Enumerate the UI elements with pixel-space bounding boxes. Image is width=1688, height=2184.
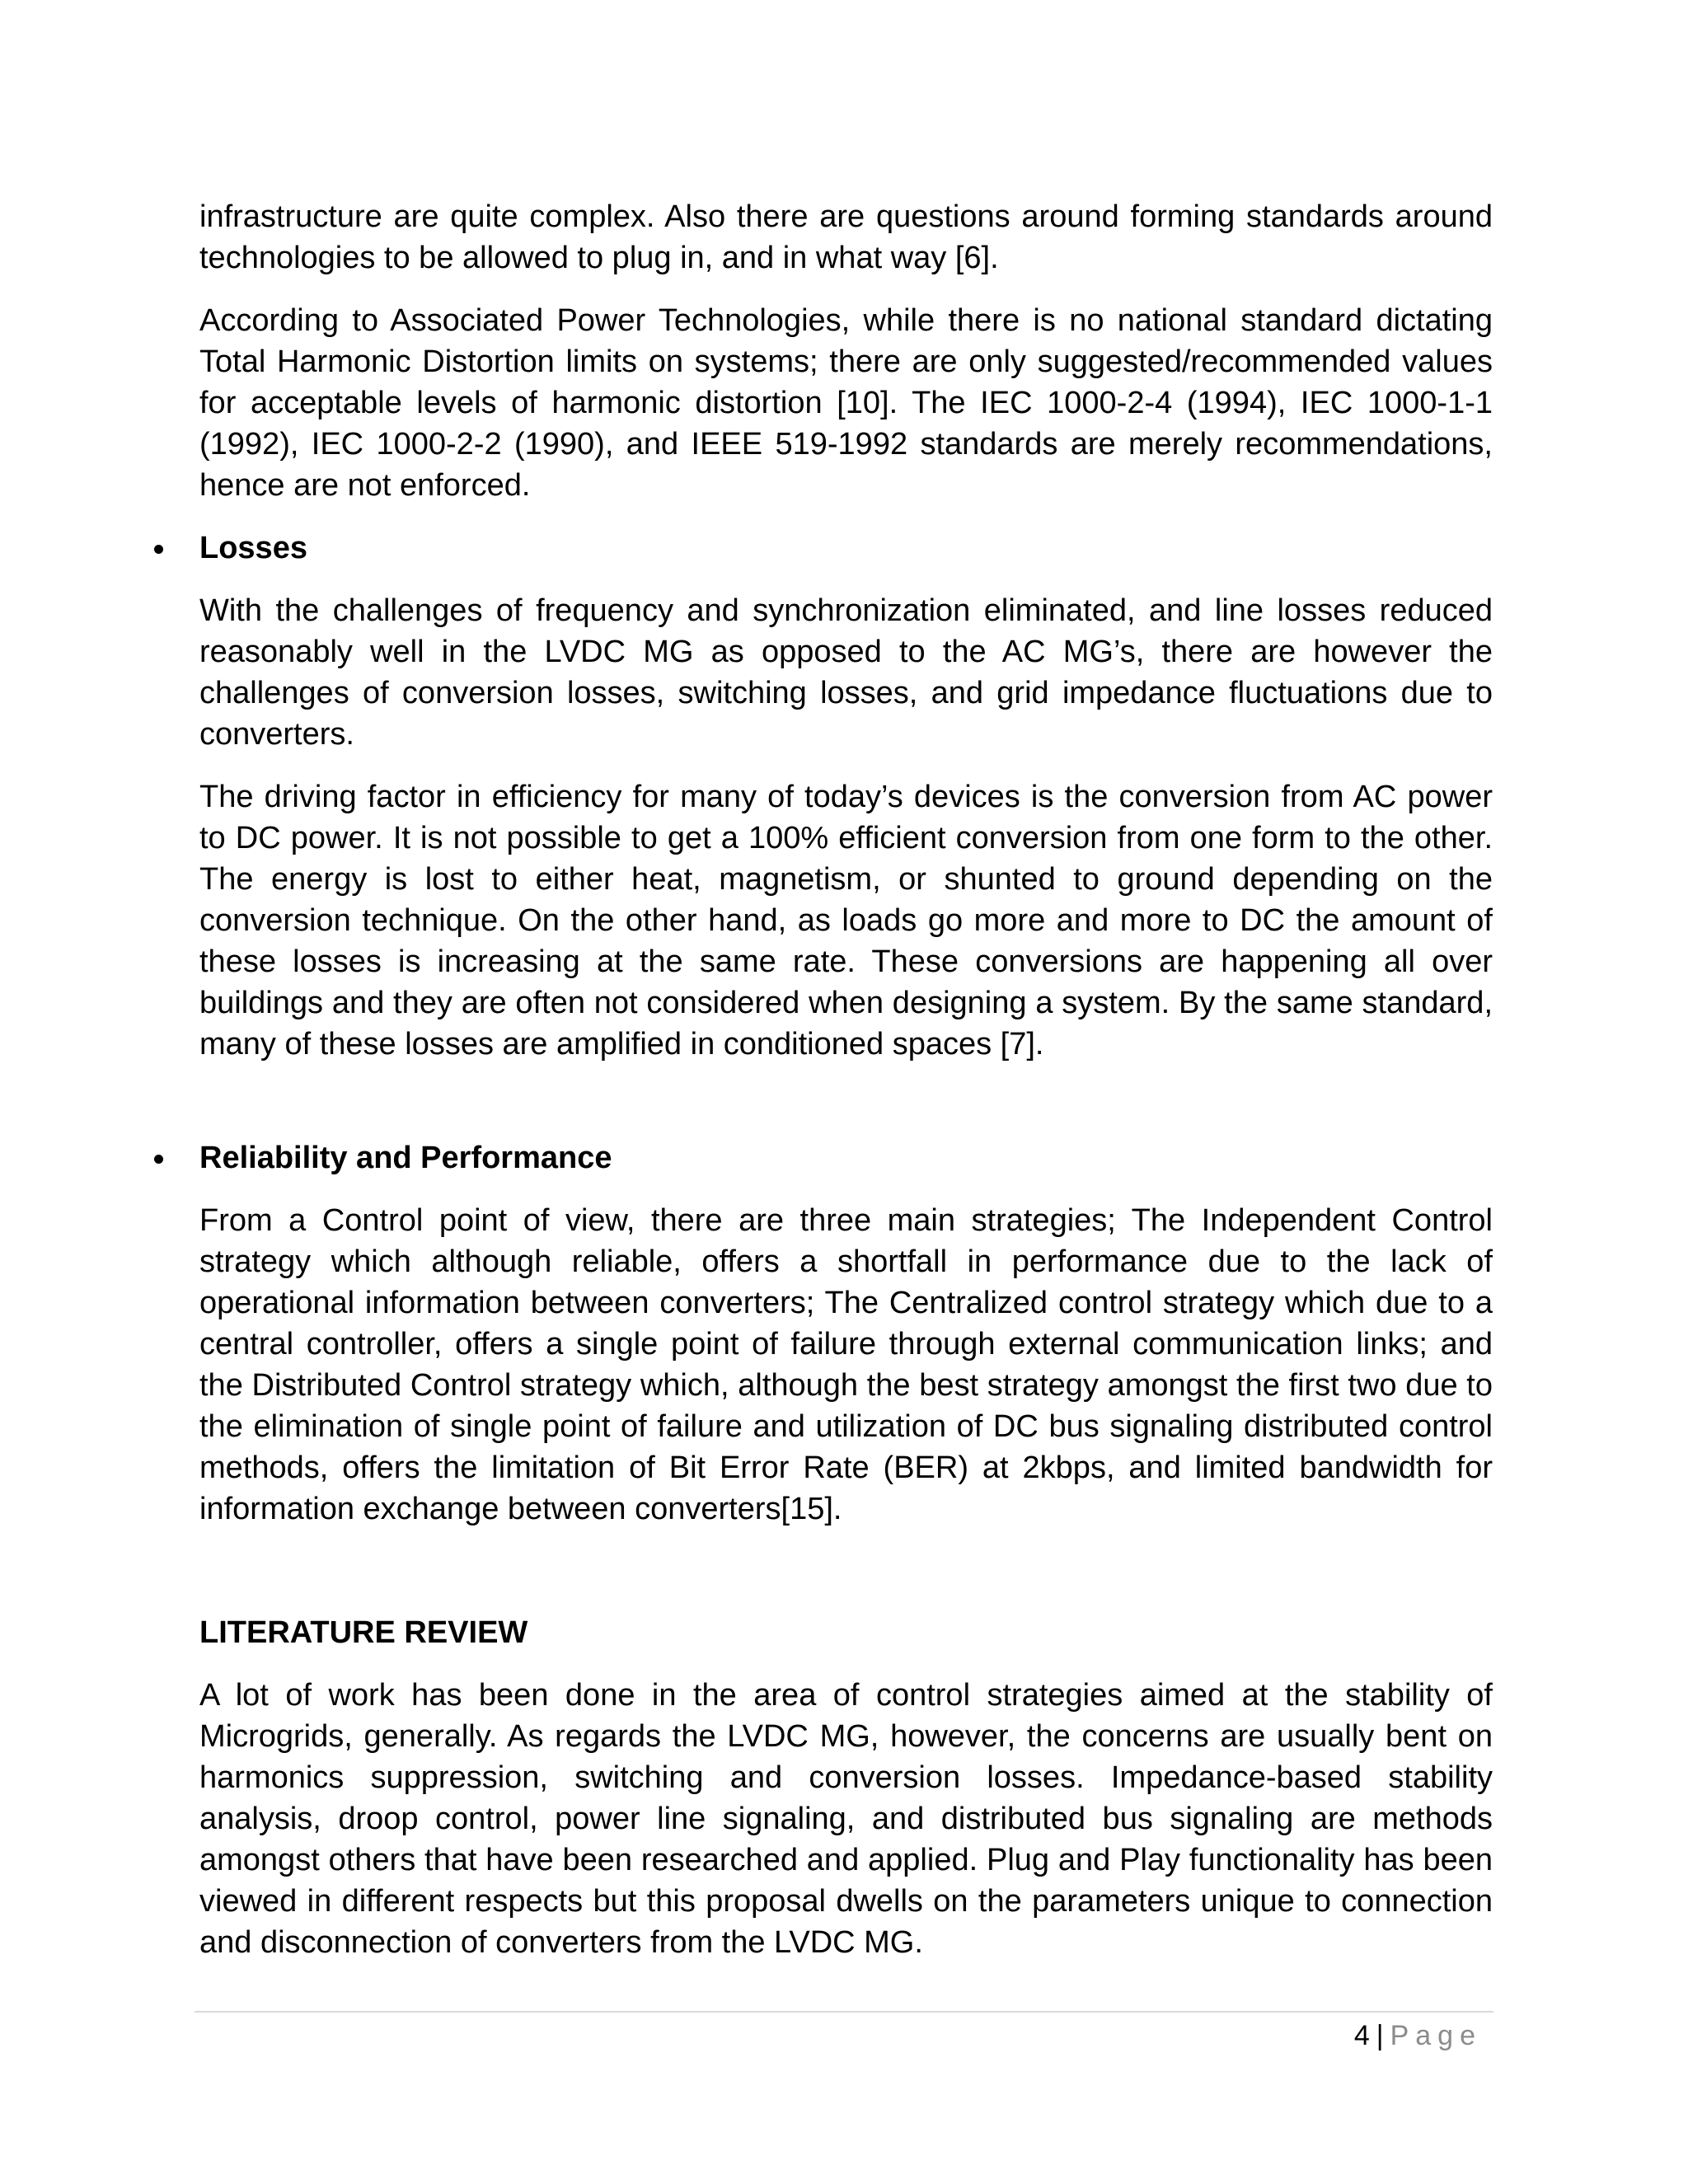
page-content (199, 196, 1493, 1985)
losses-paragraph-1: With the challenges of frequency and synchronization eliminated, and line losses reduced reasonably well in the LVDC MG as opposed to the AC MG’s, there are however the challenges of conversion losses, switching losses, and grid impedance fluctuations due to converters. (199, 593, 1493, 752)
literature-heading: LITERATURE REVIEW (199, 1615, 528, 1650)
literature-section (199, 1612, 1493, 1963)
reliability-section (199, 1137, 1493, 1530)
losses-paragraph-2: The driving factor in efficiency for many of today’s devices is the conversion from AC power to DC power. It is not possible to get a 100% efficient conversion from one form to the other. The energy is lost to either heat, magnetism, or shunted to ground depending on the conversion technique. On the other hand, as loads go more and more to DC the amount of these losses is increasing at the same rate. These conversions are happening all over buildings and they are often not considered when designing a system. By the same standard, many of these losses are amplified in conditioned spaces [7]. (199, 780, 1493, 1062)
section-spacer (199, 1086, 1493, 1137)
losses-heading (199, 527, 1493, 569)
page-number: 4 (1353, 2020, 1370, 2051)
literature-paragraph: A lot of work has been done in the area of control strategies aimed at the stability of Microgrids, generally. As regards the LVDC MG, however, the concerns are usually bent on harmonics suppression, switching and conversion losses. Impedance-based stability analysis, droop control, power line signaling, and distributed bus signaling are methods amongst others that have been researched and applied. Plug and Play functionality has been viewed in different respects but this proposal dwells on the parameters unique to connection and disconnection of converters from the LVDC MG. (199, 1678, 1493, 1960)
losses-section (199, 527, 1493, 1065)
bullet-icon (154, 1155, 163, 1164)
reliability-heading-text: Reliability and Performance (199, 1141, 612, 1175)
reliability-heading (199, 1137, 1493, 1179)
reliability-paragraph: From a Control point of view, there are three main strategies; The Independent Control strategy which although reliable, offers a shortfall in performance due to the lack of operational information between converters; The Centralized control strategy which due to a central controller, offers a single point of failure through external communication links; and the Distributed Control strategy which, although the best strategy amongst the first two due to the elimination of single point of failure and utilization of DC bus signaling distributed control methods, offers the limitation of Bit Error Rate (BER) at 2kbps, and limited bandwidth for information exchange between converters[15]. (199, 1203, 1493, 1526)
footer-separator: | (1376, 2020, 1384, 2051)
section-spacer (199, 1551, 1493, 1612)
page-label: Page (1390, 2020, 1482, 2051)
losses-heading-text: Losses (199, 531, 307, 565)
footer-divider (195, 2011, 1493, 2013)
bullet-icon (154, 545, 163, 554)
intro-paragraph-1: infrastructure are quite complex. Also there are questions around forming standards around technologies to be allowed to plug in, and in what way [6]. (199, 199, 1493, 275)
intro-paragraph-2: According to Associated Power Technologies, while there is no national standard dictating Total Harmonic Distortion limits on systems; there are only suggested/recommended values for acceptable levels of harmonic distortion [10]. The IEC 1000-2-4 (1994), IEC 1000-1-1 (1992), IEC 1000-2-2 (1990), and IEEE 519-1992 standards are merely recommendations, hence are not enforced. (199, 303, 1493, 503)
page-footer (1354, 2018, 1482, 2054)
